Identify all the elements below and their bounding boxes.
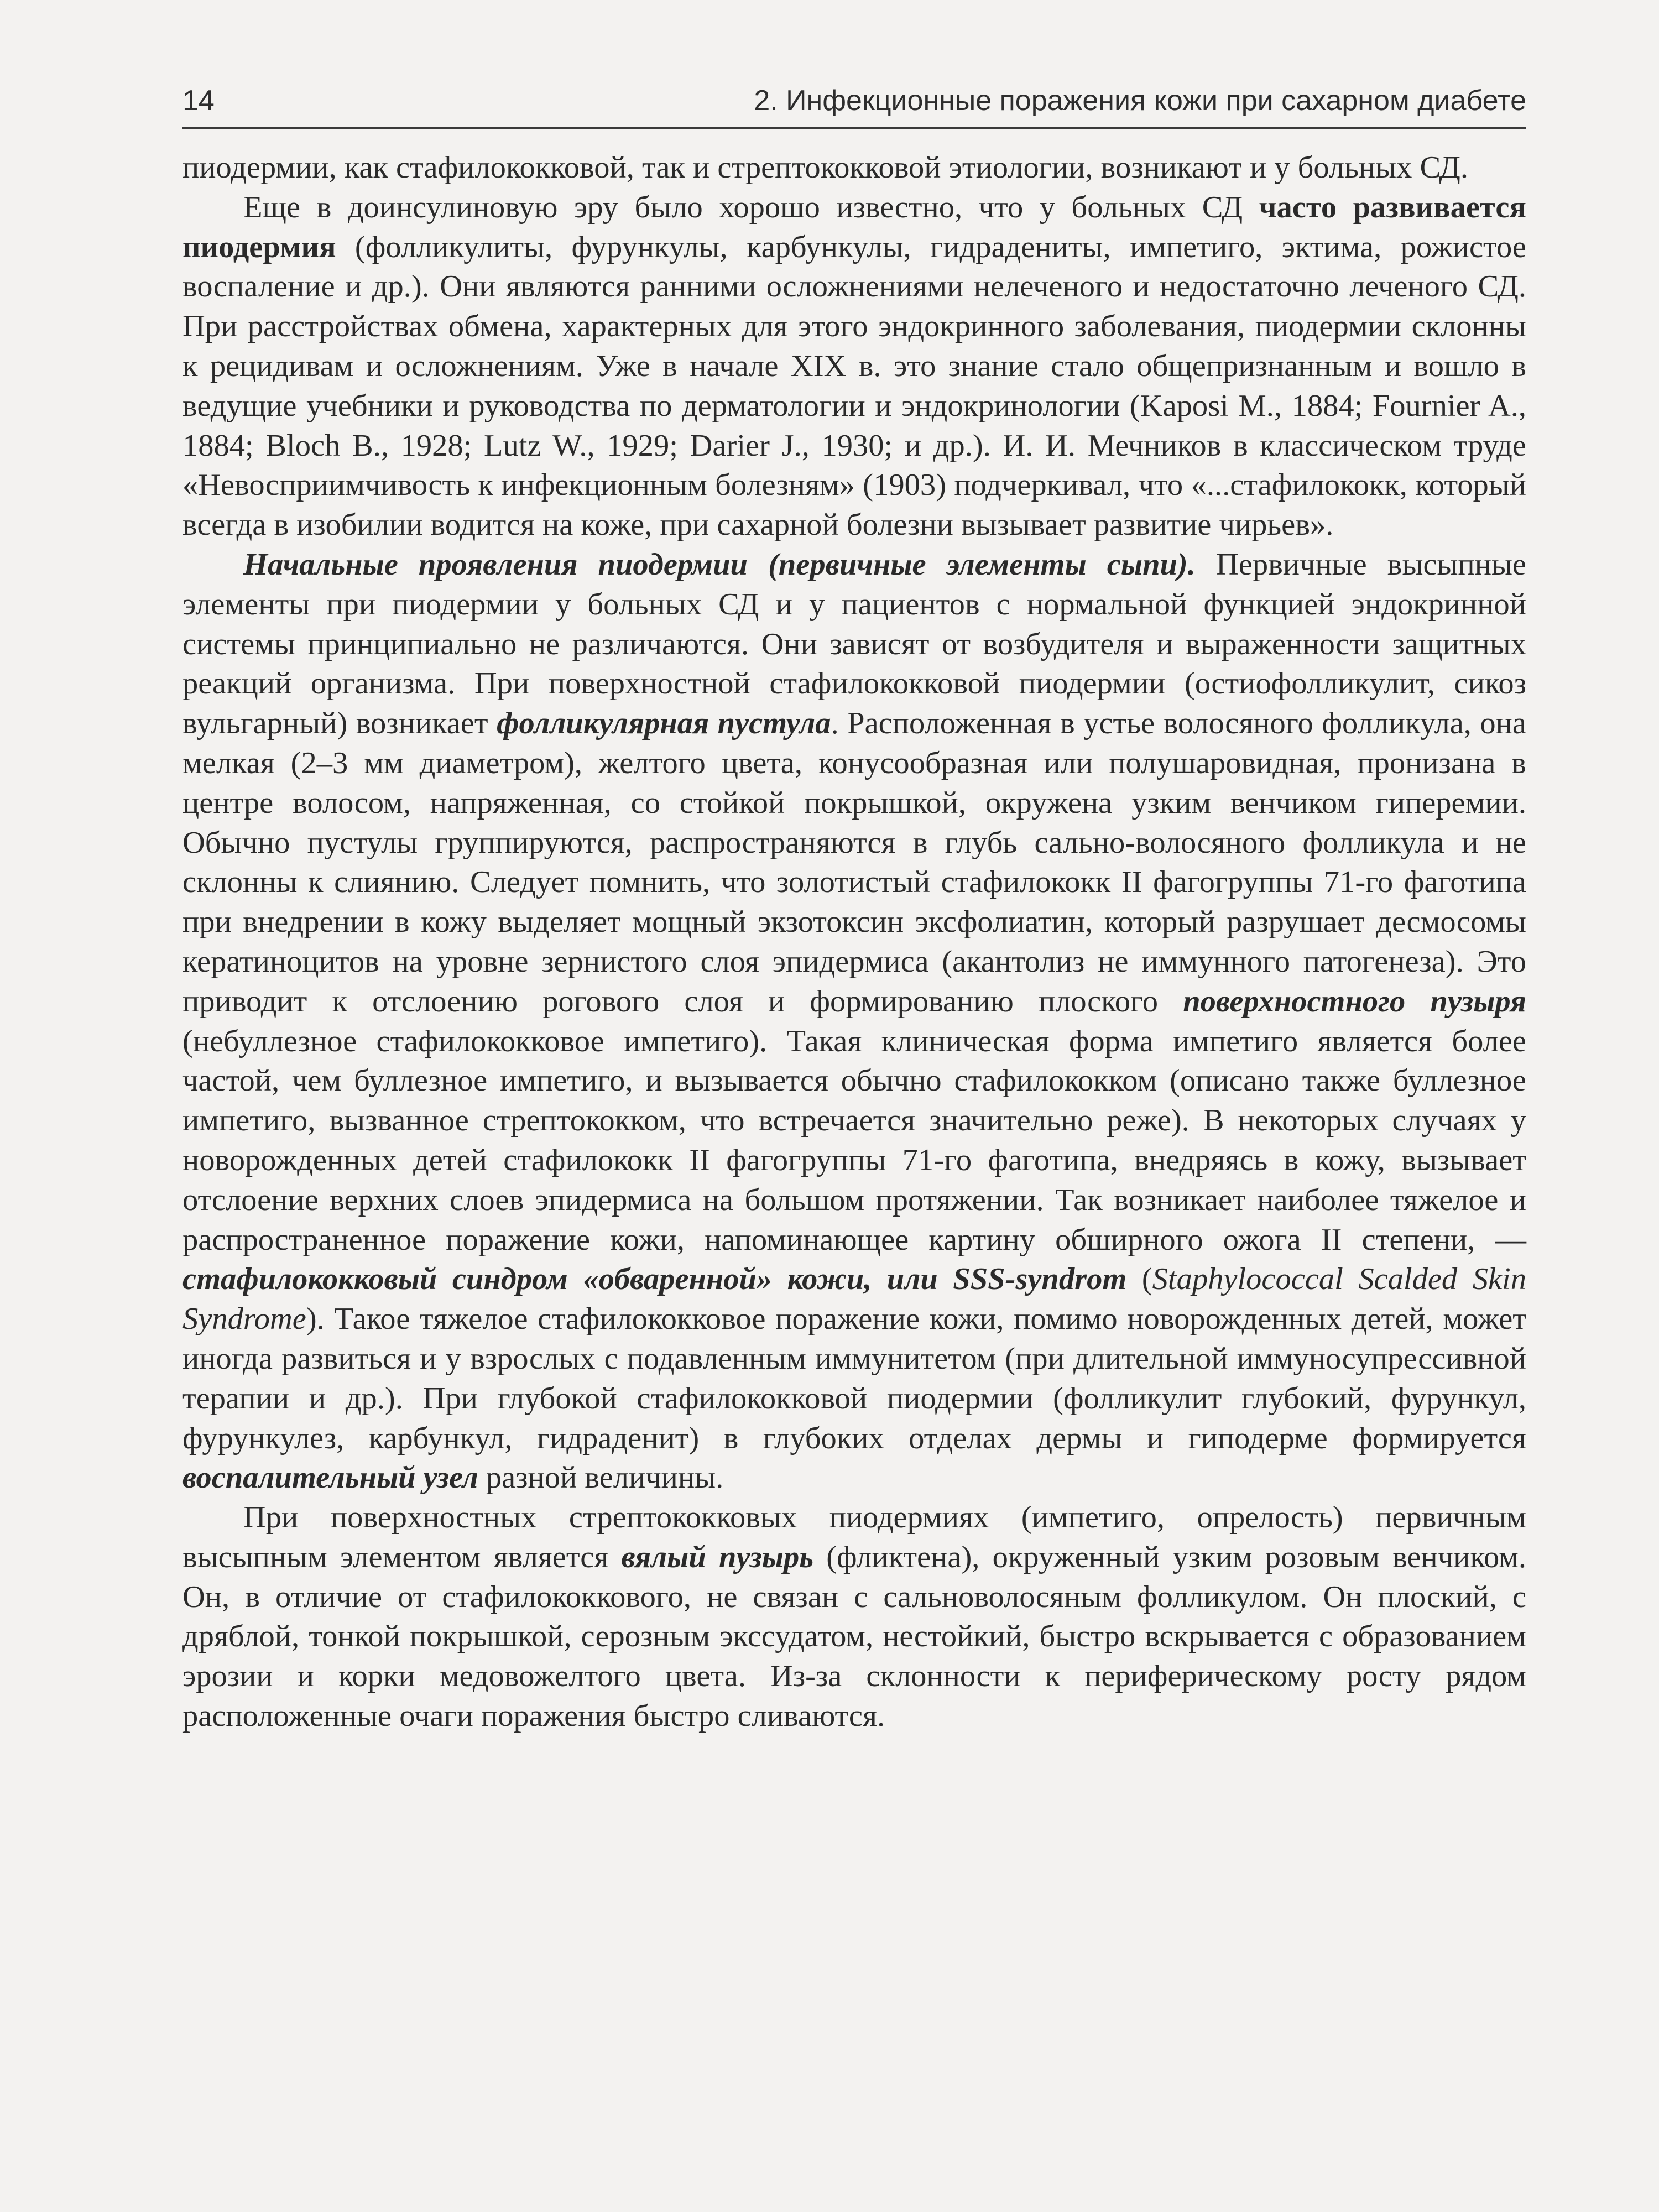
text-run: (фолликулиты, фурункулы, карбункулы, гидрадениты, импетиго, эктима, рожистое воспаление и др.). Они являются ранними осложнениями нелеченого и недостаточно леченого СД. При расстройствах обмена, характерных для этого эндокринного заболевания, пиодермии склонны к рецидивам и осложнениям. Уже в начале XIX в. это знание стало общепризнанным и вошло в ведущие учебники и руководства по дерматологии и эндокринологии (Kaposi M., 1884; Fournier A., 1884; Bloch B., 1928; Lutz W., 1929; Darier J., 1930; и др.). И. И. Мечников в классическом труде «Невосприимчивость к инфекционным болезням» (1903) подчеркивал, что «...стафилококк, который всегда в изобилии водится на коже, при сахарной болезни вызывает развитие чирьев». [182,229,1526,542]
bold-italic-term: фолликулярная пустула [497,706,831,741]
italic-term: Staphylococcal Scalded Skin Syndrome [182,1262,1526,1337]
paragraph-3 [182,545,1526,1498]
text-run: (фликтена), окруженный узким розовым венчиком. Он, в отличие от стафилококкового, не связан с сальноволосяным фолликулом. Он плоский, с дряблой, тонкой покрышкой, серозным экссудатом, нестойкий, быстро вскрывается с образованием эрозии и корки медовожелтого цвета. Из-за склонности к периферическому росту рядом расположенные очаги поражения быстро сливаются. [182,1540,1527,1734]
text-run: При поверхностных стрептококковых пиодермиях (импетиго, опрелость) первичным высыпным элементом является [182,1500,1526,1574]
text-run: Еще в доинсулиновую эру было хорошо известно, что у больных СД [243,190,1259,225]
text-run: разной величины. [478,1460,724,1495]
running-title: 2. Инфекционные поражения кожи при сахарном диабете [754,85,1526,117]
bold-italic-term: стафилококковый синдром «обваренной» кожи, или SSS-syndrom [182,1262,1127,1297]
bold-italic-term: вялый пузырь [621,1540,814,1574]
page-header [182,77,1526,129]
bold-italic-term: воспалительный узел [182,1460,478,1495]
page-number: 14 [182,85,215,117]
bold-italic-term: поверхностного пузыря [1183,984,1527,1019]
text-run: ( [1126,1262,1152,1297]
paragraph-2 [182,188,1526,545]
paragraph-1 [182,148,1526,188]
text-run: Первичные высыпные элементы при пиодермии у больных СД и у пациентов с нормальной функцией эндокринной системы принципиально не различаются. Они зависят от возбудителя и выраженности защитных реакций организма. При поверхностной стафилококковой пиодермии (остиофолликулит, сикоз вульгарный) возникает [182,547,1526,741]
text-run: (небуллезное стафилококковое импетиго). Такая клиническая форма импетиго является более частой, чем буллезное импетиго, и вызывается обычно стафилококком (описано также буллезное импетиго, вызванное стрептококком, что встречается значительно реже). В некоторых случаях у новорожденных детей стафилококк II фагогруппы 71-го фаготипа, внедряясь в кожу, вызывает отслоение верхних слоев эпидермиса на большом протяжении. Так возникает наиболее тяжелое и распространенное поражение кожи, напоминающее картину обширного ожога II степени, — [182,1024,1526,1257]
body-text [182,148,1526,1736]
bold-term: часто развивается пиодермия [182,190,1526,264]
text-run: ). Такое тяжелое стафилококковое поражение кожи, помимо новорожденных детей, может иногда развиться и у взрослых с подавленным иммунитетом (при длительной иммуносупрессивной терапии и др.). При глубокой стафилококковой пиодермии (фолликулит глубокий, фурункул, фурункулез, карбункул, гидраденит) в глубоких отделах дермы и гиподерме формируется [182,1302,1526,1455]
text-run: . Расположенная в устье волосяного фолликула, она мелкая (2–3 мм диаметром), желтого цвета, конусообразная или полушаровидная, пронизана в центре волосом, напряженная, со стойкой покрышкой, окружена узким венчиком гиперемии. Обычно пустулы группируются, распространяются в глубь сально-волосяного фолликула и не склонны к слиянию. Следует помнить, что золотистый стафилококк II фагогруппы 71-го фаготипа при внедрении в кожу выделяет мощный экзотоксин эксфолиатин, который разрушает десмосомы кератиноцитов на уровне зернистого слоя эпидермиса (акантолиз не иммунного патогенеза). Это приводит к отслоению рогового слоя и формированию плоского [182,706,1526,1019]
text-run: пиодермии, как стафилококковой, так и стрептококковой этиологии, возникают и у больных СД. [182,150,1468,185]
section-lead-heading: Начальные проявления пиодермии (первичные элементы сыпи). [243,547,1196,582]
paragraph-4 [182,1498,1526,1736]
